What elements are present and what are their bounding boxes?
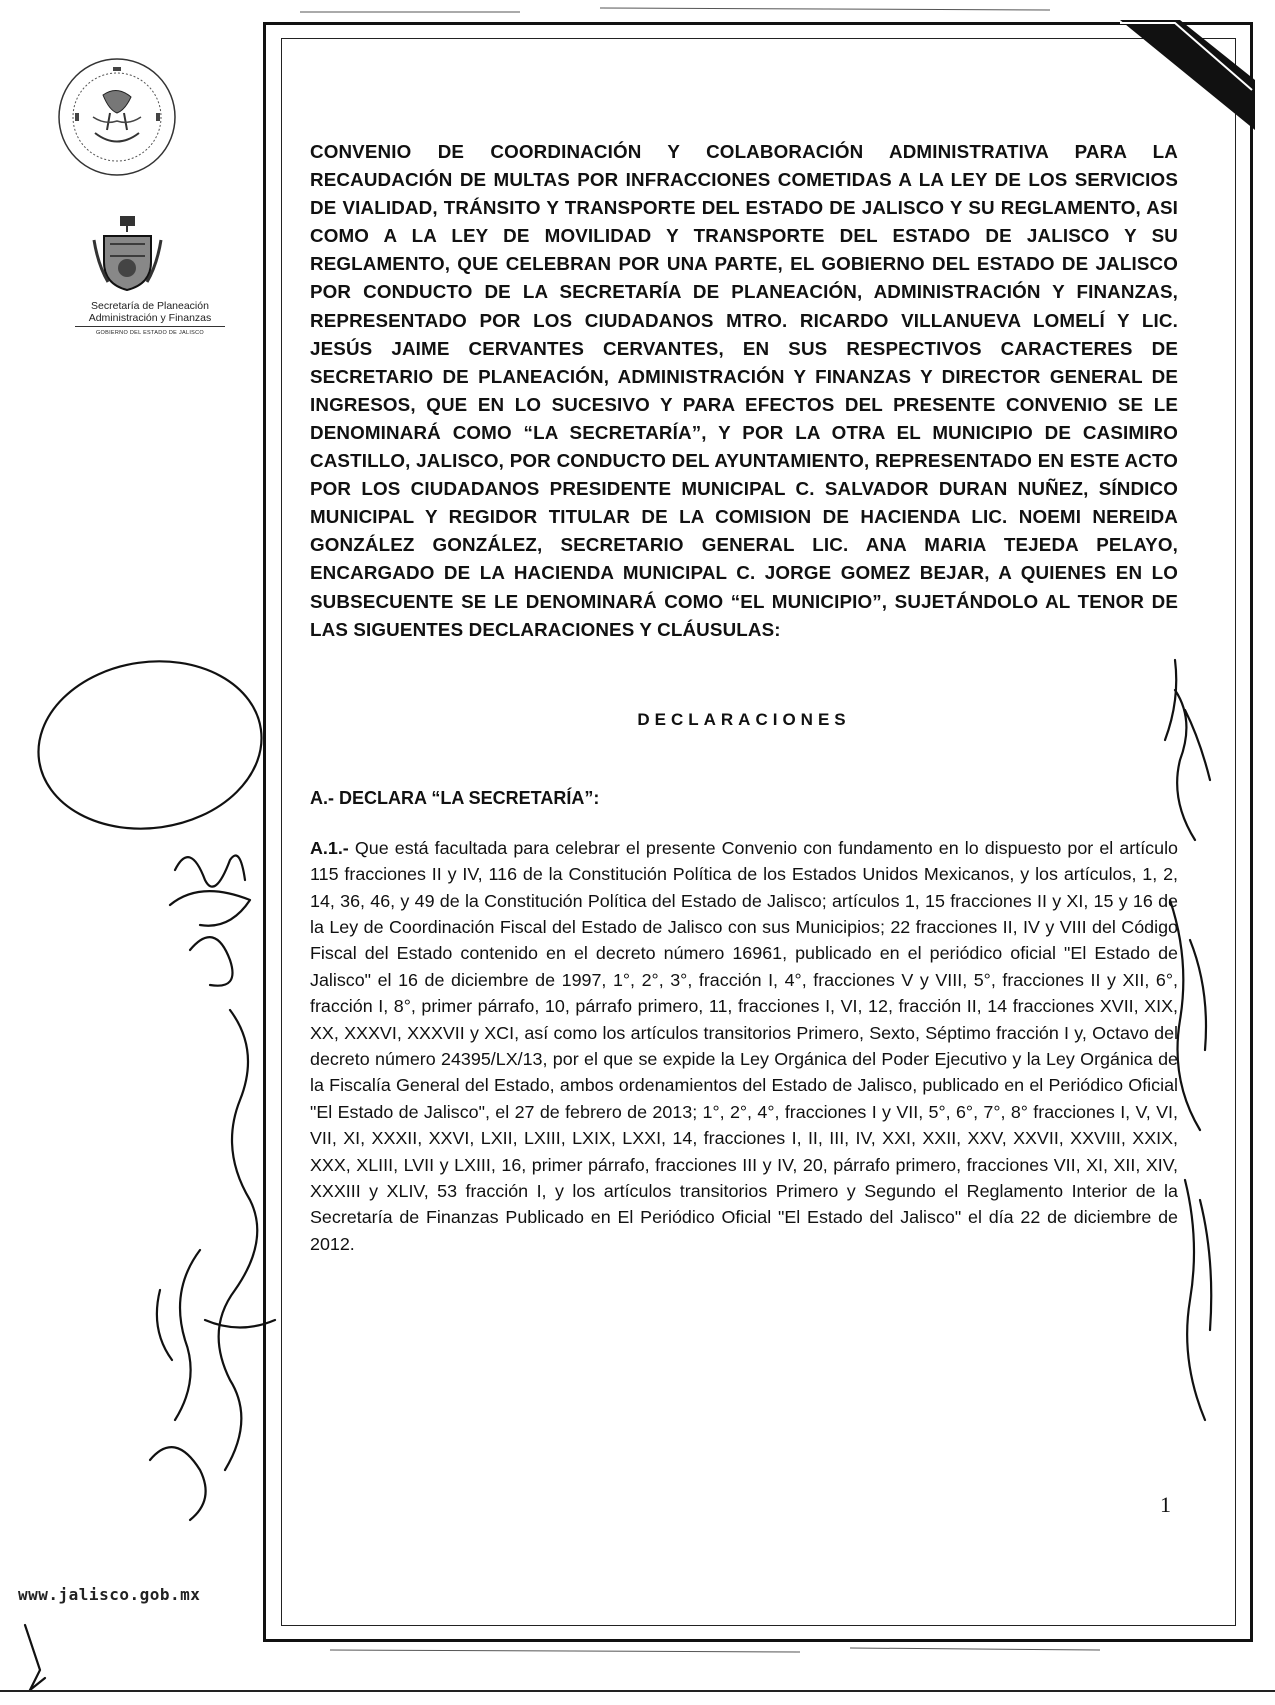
department-name	[50, 300, 250, 337]
agreement-title: CONVENIO DE COORDINACIÓN Y COLABORACIÓN ADMINISTRATIVA PARA LA RECAUDACIÓN DE MULTAS POR INFRACCIONES COMETIDAS A LA LEY DE LOS SERVICIOS DE VIALIDAD, TRÁNSITO Y TRANSPORTE DEL ESTADO DE JALISCO Y SU REGLAMENTO, ASI COMO A LA LEY DE MOVILIDAD Y TRANSPORTE DEL ESTADO DE JALISCO Y SU REGLAMENTO, QUE CELEBRAN POR UNA PARTE, EL GOBIERNO DEL ESTADO DE JALISCO POR CONDUCTO DE LA SECRETARÍA DE PLANEACIÓN, ADMINISTRACIÓN Y FINANZAS, REPRESENTADO POR LOS CIUDADANOS MTRO. RICARDO VILLANUEVA LOMELÍ Y LIC. JESÚS JAIME CERVANTES CERVANTES, EN SUS RESPECTIVOS CARACTERES DE SECRETARIO DE PLANEACIÓN, ADMINISTRACIÓN Y FINANZAS Y DIRECTOR GENERAL DE INGRESOS, QUE EN LO SUCESIVO Y PARA EFECTOS DEL PRESENTE CONVENIO SE LE DENOMINARÁ COMO “LA SECRETARÍA”, Y POR LA OTRA EL MUNICIPIO DE CASIMIRO CASTILLO, JALISCO, POR CONDUCTO DEL AYUNTAMIENTO, REPRESENTADO EN ESTE ACTO POR LOS CIUDADANOS PRESIDENTE MUNICIPAL C. SALVADOR DURAN NUÑEZ, SÍNDICO MUNICIPAL Y REGIDOR TITULAR DE LA COMISION DE HACIENDA LIC. NOEMI NEREIDA GONZÁLEZ GONZÁLEZ, SECRETARIO GENERAL LIC. ANA MARIA TEJEDA PELAYO, ENCARGADO DE LA HACIENDA MUNICIPAL C. JORGE GOMEZ BEJAR, A QUIENES EN LO SUBSECUENTE SE LE DENOMINARÁ COMO “EL MUNICIPIO”, SUJETÁNDOLO AL TENOR DE LAS SIGUENTES DECLARACIONES Y CLÁUSULAS:	[310, 141, 1178, 640]
website-url: www.jalisco.gob.mx	[18, 1585, 201, 1604]
department-line-3: GOBIERNO DEL ESTADO DE JALISCO	[95, 330, 205, 336]
mexico-national-seal-icon	[55, 55, 180, 180]
paragraph-a1-text: Que está facultada para celebrar el presente Convenio con fundamento en lo dispuesto por el artículo 115 fracciones II y IV, 116 de la Constitución Política de los Estados Unidos Mexicanos, y los artículos, 1, 2, 14, 36, 46, y 49 de la Constitución Política del Estado de Jalisco; artículos 1, 15 fracciones II y XI, 15 y 16 de la Ley de Coordinación Fiscal del Estado de Jalisco con sus Municipios; 22 fracciones II, IV y VIII del Código Fiscal del Estado contenido en el decreto número 16961, publicado en el periódico oficial "El Estado de Jalisco" el 16 de diciembre de 1997, 1°, 2°, 3°, fracción I, 4°, fracciones V y VIII, 5°, fracciones II y XII, 6°, fracción I, 8°, primer párrafo, 10, párrafo primero, 11, fracciones I, VI, 12, fracción II, 14 fracciones XVII, XIX, XX, XXXVI, XXXVII y XCI, así como los artículos transitorios Primero, Sexto, Séptimo fracción I y, Octavo del decreto número 24395/LX/13, por el que se expide la Ley Orgánica del Poder Ejecutivo y la Ley Orgánica de la Fiscalía General del Estado, ambos ordenamientos del Estado de Jalisco, publicado en el Periódico Oficial "El Estado de Jalisco", el 27 de febrero de 2013; 1°, 2°, 4°, fracciones I y VII, 5°, 6°, 7°, 8° fracciones I, V, VI, VII, XI, XXXII, XXVI, LXII, LXIII, LXIX, LXXI, 14, fracciones I, II, III, IV, XXI, XXII, XXV, XXVII, XXVIII, XXIX, XXX, XLIII, LVII y LXIII, 16, primer párrafo, fracciones III y IV, 20, párrafo primero, fracciones VII, XI, XII, XIV, XXXIII y XLIV, 53 fracción I, y los artículos transitorios Primero y Segundo el Reglamento Interior de la Secretaría de Finanzas Publicado en El Periódico Oficial "El Estado del Jalisco" el día 22 de diciembre de 2012.	[310, 837, 1178, 1254]
paragraph-a1-label: A.1.-	[310, 837, 349, 858]
department-divider	[75, 326, 225, 327]
page-corner-fold-icon	[1120, 20, 1255, 130]
document-body	[310, 138, 1178, 1257]
jalisco-coat-of-arms-icon	[90, 210, 165, 295]
subheading-declara-secretaria: A.- DECLARA “LA SECRETARÍA”:	[310, 787, 600, 808]
letterhead-column	[0, 0, 262, 1705]
paragraph-a1	[310, 835, 1178, 1258]
page-number: 1	[1160, 1492, 1171, 1517]
department-line-2: Administración y Finanzas	[88, 312, 212, 324]
bottom-rule	[0, 1690, 1275, 1692]
section-heading-declarations: DECLARACIONES	[637, 709, 851, 729]
department-line-1: Secretaría de Planeación	[91, 300, 209, 312]
